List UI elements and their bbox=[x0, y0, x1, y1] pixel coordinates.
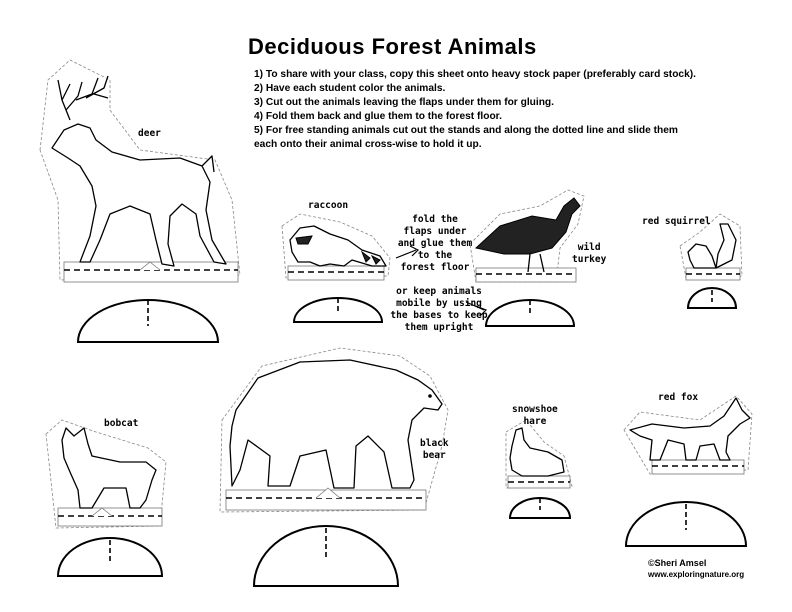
instruction-4: 4) Fold them back and glue them to the forest floor. bbox=[254, 111, 502, 122]
page-title: Deciduous Forest Animals bbox=[248, 34, 537, 59]
snowshoe-hare-cutout bbox=[506, 420, 572, 488]
label-raccoon: raccoon bbox=[308, 200, 349, 211]
deer-cutout bbox=[40, 60, 240, 282]
note-mobile: or keep animals mobile by using the bases to keep them upright bbox=[390, 286, 488, 333]
label-bobcat: bobcat bbox=[104, 418, 139, 429]
label-snowshoe-hare: snowshoe hare bbox=[512, 404, 558, 427]
red-fox-cutout bbox=[624, 396, 752, 474]
instruction-6: each onto their animal cross-wise to hold it up. bbox=[254, 139, 482, 150]
note-fold: fold the flaps under and glue them to the forest floor bbox=[397, 214, 473, 273]
black-bear-cutout bbox=[220, 348, 448, 512]
credit-author: ©Sheri Amsel bbox=[648, 558, 707, 568]
label-red-fox: red fox bbox=[658, 392, 699, 403]
instruction-2: 2) Have each student color the animals. bbox=[254, 83, 446, 94]
label-deer: deer bbox=[138, 128, 161, 139]
wild-turkey-cutout bbox=[470, 190, 584, 282]
label-wild-turkey: wild turkey bbox=[572, 242, 607, 265]
instruction-1: 1) To share with your class, copy this sheet onto heavy stock paper (preferably card stock). bbox=[254, 69, 696, 80]
bobcat-cutout bbox=[46, 420, 166, 528]
credit-site: www.exploringnature.org bbox=[648, 570, 745, 579]
raccoon-cutout bbox=[282, 214, 390, 280]
label-red-squirrel: red squirrel bbox=[642, 216, 711, 227]
credit bbox=[648, 557, 744, 581]
instruction-5: 5) For free standing animals cut out the stands and along the dotted line and slide them bbox=[254, 125, 678, 136]
instruction-3: 3) Cut out the animals leaving the flaps under them for gluing. bbox=[254, 97, 554, 108]
label-black-bear: black bear bbox=[420, 438, 449, 461]
